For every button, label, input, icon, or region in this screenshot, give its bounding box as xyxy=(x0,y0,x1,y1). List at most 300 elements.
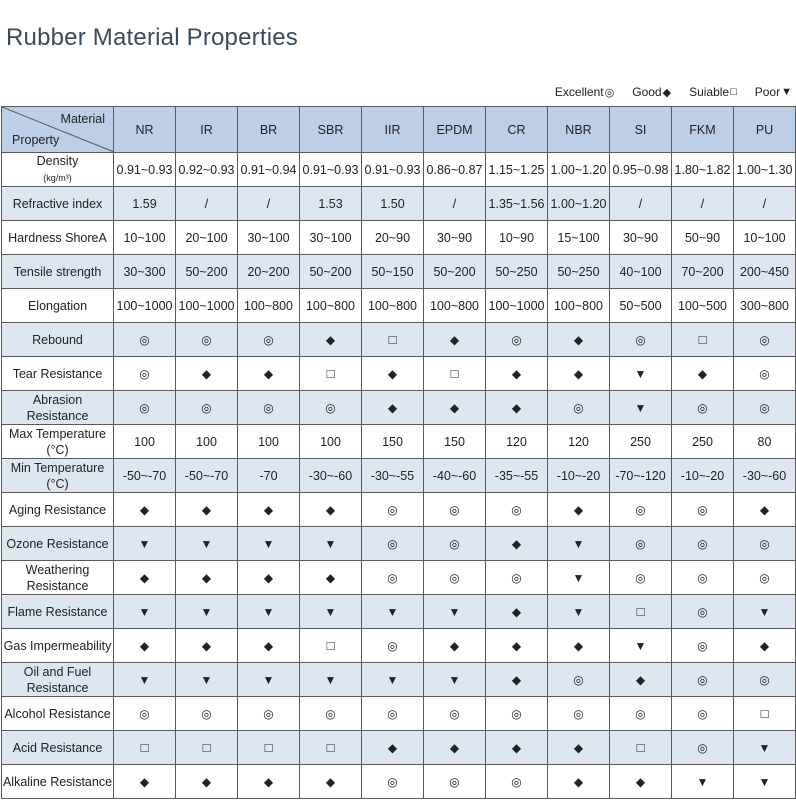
property-name: Min Temperature (°C) xyxy=(10,460,105,491)
poor-icon: ▼ xyxy=(200,672,213,687)
value-cell: 15~100 xyxy=(548,221,610,255)
value-cell: 50~200 xyxy=(176,255,238,289)
rating-cell xyxy=(362,697,424,731)
excellent-icon: ◎ xyxy=(201,706,212,721)
legend xyxy=(555,85,792,99)
rating-cell xyxy=(548,731,610,765)
value-cell: 0.91~0.93 xyxy=(362,153,424,187)
value-cell: -70~-120 xyxy=(610,459,672,493)
rating-cell xyxy=(114,765,176,799)
good-icon: ◆ xyxy=(201,638,212,653)
rating-cell xyxy=(734,493,796,527)
value-cell: -30~-60 xyxy=(300,459,362,493)
poor-icon: ▼ xyxy=(634,400,647,415)
value-cell: 1.00~1.20 xyxy=(548,153,610,187)
good-icon: ◆ xyxy=(139,570,150,585)
rating-cell xyxy=(548,629,610,663)
poor-icon: ▼ xyxy=(138,536,151,551)
poor-icon: ▼ xyxy=(781,86,792,98)
rating-cell xyxy=(486,561,548,595)
header-row xyxy=(2,107,796,153)
rating-cell xyxy=(300,697,362,731)
rating-cell xyxy=(114,697,176,731)
excellent-icon: ◎ xyxy=(697,536,708,551)
rating-cell xyxy=(548,765,610,799)
rating-cell xyxy=(176,561,238,595)
value-cell: 100 xyxy=(300,425,362,459)
excellent-icon: ◎ xyxy=(511,706,522,721)
legend-item-suitable xyxy=(689,85,737,99)
rating-cell xyxy=(548,323,610,357)
rating-cell xyxy=(424,731,486,765)
good-icon: ◆ xyxy=(325,570,336,585)
property-label xyxy=(2,153,114,187)
poor-icon: ▼ xyxy=(262,604,275,619)
value-cell: -70 xyxy=(238,459,300,493)
value-cell: 30~300 xyxy=(114,255,176,289)
good-icon: ◆ xyxy=(759,502,770,517)
property-name: Acid Resistance xyxy=(12,740,103,755)
rating-cell xyxy=(734,697,796,731)
value-cell: 30~100 xyxy=(238,221,300,255)
excellent-icon: ◎ xyxy=(759,400,770,415)
rating-cell xyxy=(176,391,238,425)
good-icon: ◆ xyxy=(573,774,584,789)
rating-cell xyxy=(176,595,238,629)
property-name: Ozone Resistance xyxy=(6,536,109,551)
property-label xyxy=(2,289,114,323)
rating-cell xyxy=(548,561,610,595)
rating-cell xyxy=(610,663,672,697)
rating-cell xyxy=(734,561,796,595)
value-cell: 30~90 xyxy=(424,221,486,255)
rating-cell xyxy=(362,561,424,595)
table-row xyxy=(2,357,796,391)
value-cell: 100 xyxy=(114,425,176,459)
value-cell: 150 xyxy=(362,425,424,459)
property-label xyxy=(2,357,114,391)
rating-cell xyxy=(176,527,238,561)
excellent-icon: ◎ xyxy=(387,638,398,653)
excellent-icon: ◎ xyxy=(449,706,460,721)
value-cell: 150 xyxy=(424,425,486,459)
rating-cell xyxy=(548,493,610,527)
rating-cell xyxy=(610,731,672,765)
table-row xyxy=(2,255,796,289)
value-cell: -30~-60 xyxy=(734,459,796,493)
excellent-icon: ◎ xyxy=(387,706,398,721)
excellent-icon: ◎ xyxy=(201,400,212,415)
value-cell: -10~-20 xyxy=(672,459,734,493)
rating-cell xyxy=(176,493,238,527)
good-icon: ◆ xyxy=(662,86,672,99)
rating-cell xyxy=(176,697,238,731)
excellent-icon: ◎ xyxy=(201,332,212,347)
value-cell: 1.15~1.25 xyxy=(486,153,548,187)
property-name: Refractive index xyxy=(12,196,103,211)
material-header-si: SI xyxy=(610,107,672,153)
rating-cell xyxy=(548,527,610,561)
rating-cell xyxy=(114,357,176,391)
property-label xyxy=(2,187,114,221)
value-cell: 50~200 xyxy=(300,255,362,289)
suitable-icon: □ xyxy=(140,739,149,755)
rating-cell xyxy=(300,561,362,595)
rating-cell xyxy=(238,357,300,391)
value-cell: 10~100 xyxy=(114,221,176,255)
property-label xyxy=(2,459,114,493)
legend-item-poor xyxy=(755,85,792,99)
suitable-icon: □ xyxy=(730,86,737,98)
rating-cell xyxy=(238,663,300,697)
value-cell: 100 xyxy=(238,425,300,459)
excellent-icon: ◎ xyxy=(697,706,708,721)
good-icon: ◆ xyxy=(201,570,212,585)
suitable-icon: □ xyxy=(698,331,707,347)
value-cell: 80 xyxy=(734,425,796,459)
legend-label: Poor xyxy=(754,85,781,99)
rating-cell xyxy=(610,357,672,391)
rating-cell xyxy=(486,357,548,391)
rating-cell xyxy=(486,731,548,765)
excellent-icon: ◎ xyxy=(635,570,646,585)
good-icon: ◆ xyxy=(449,740,460,755)
value-cell: 70~200 xyxy=(672,255,734,289)
suitable-icon: □ xyxy=(760,705,769,721)
good-icon: ◆ xyxy=(201,774,212,789)
rating-cell xyxy=(734,527,796,561)
poor-icon: ▼ xyxy=(324,604,337,619)
poor-icon: ▼ xyxy=(138,672,151,687)
poor-icon: ▼ xyxy=(386,672,399,687)
value-cell: 50~90 xyxy=(672,221,734,255)
suitable-icon: □ xyxy=(326,739,335,755)
value-cell: 120 xyxy=(486,425,548,459)
excellent-icon: ◎ xyxy=(511,332,522,347)
rating-cell xyxy=(114,527,176,561)
rating-cell xyxy=(424,391,486,425)
excellent-icon: ◎ xyxy=(697,604,708,619)
rating-cell xyxy=(610,561,672,595)
value-cell: 50~250 xyxy=(486,255,548,289)
good-icon: ◆ xyxy=(325,502,336,517)
value-cell: 1.80~1.82 xyxy=(672,153,734,187)
suitable-icon: □ xyxy=(450,365,459,381)
value-cell: 100 xyxy=(176,425,238,459)
rating-cell xyxy=(734,595,796,629)
rating-cell xyxy=(610,391,672,425)
good-icon: ◆ xyxy=(449,638,460,653)
value-cell: -10~-20 xyxy=(548,459,610,493)
excellent-icon: ◎ xyxy=(139,332,150,347)
excellent-icon: ◎ xyxy=(449,570,460,585)
poor-icon: ▼ xyxy=(386,604,399,619)
rating-cell xyxy=(672,323,734,357)
good-icon: ◆ xyxy=(449,332,460,347)
table-row xyxy=(2,187,796,221)
poor-icon: ▼ xyxy=(572,570,585,585)
excellent-icon: ◎ xyxy=(573,706,584,721)
property-name: Density xyxy=(36,154,79,168)
rating-cell xyxy=(300,663,362,697)
good-icon: ◆ xyxy=(511,740,522,755)
rating-cell xyxy=(672,493,734,527)
rating-cell xyxy=(362,493,424,527)
table-row xyxy=(2,493,796,527)
excellent-icon: ◎ xyxy=(511,570,522,585)
rating-cell xyxy=(672,731,734,765)
excellent-icon: ◎ xyxy=(697,400,708,415)
rating-cell xyxy=(114,731,176,765)
good-icon: ◆ xyxy=(387,400,398,415)
rating-cell xyxy=(672,561,734,595)
rating-cell xyxy=(672,697,734,731)
excellent-icon: ◎ xyxy=(511,774,522,789)
good-icon: ◆ xyxy=(263,570,274,585)
rating-cell xyxy=(300,323,362,357)
rating-cell xyxy=(486,765,548,799)
rating-cell xyxy=(610,697,672,731)
value-cell: 0.91~0.93 xyxy=(114,153,176,187)
good-icon: ◆ xyxy=(263,366,274,381)
excellent-icon: ◎ xyxy=(449,774,460,789)
value-cell: 10~100 xyxy=(734,221,796,255)
rating-cell xyxy=(114,561,176,595)
suitable-icon: □ xyxy=(202,739,211,755)
poor-icon: ▼ xyxy=(324,536,337,551)
material-header-cr: CR xyxy=(486,107,548,153)
value-cell: 100~800 xyxy=(548,289,610,323)
rating-cell xyxy=(114,595,176,629)
value-cell: 1.00~1.20 xyxy=(548,187,610,221)
rating-cell xyxy=(114,323,176,357)
property-label xyxy=(2,323,114,357)
poor-icon: ▼ xyxy=(634,366,647,381)
excellent-icon: ◎ xyxy=(387,502,398,517)
rating-cell xyxy=(610,765,672,799)
property-name: Max Temperature (°C) xyxy=(8,426,107,457)
property-label xyxy=(2,663,114,697)
corner-material-label: Material xyxy=(60,112,105,126)
value-cell: 50~250 xyxy=(548,255,610,289)
poor-icon: ▼ xyxy=(758,740,771,755)
good-icon: ◆ xyxy=(325,774,336,789)
rating-cell xyxy=(734,765,796,799)
property-name: Oil and Fuel Resistance xyxy=(23,664,92,695)
rating-cell xyxy=(238,391,300,425)
rating-cell xyxy=(238,493,300,527)
value-cell: / xyxy=(238,187,300,221)
property-name: Alcohol Resistance xyxy=(4,706,111,721)
excellent-icon: ◎ xyxy=(604,86,615,99)
poor-icon: ▼ xyxy=(262,536,275,551)
excellent-icon: ◎ xyxy=(449,502,460,517)
value-cell: -30~-55 xyxy=(362,459,424,493)
value-cell: 20~100 xyxy=(176,221,238,255)
value-cell: -50~-70 xyxy=(114,459,176,493)
table-row xyxy=(2,527,796,561)
value-cell: 1.50 xyxy=(362,187,424,221)
value-cell: 20~90 xyxy=(362,221,424,255)
value-cell: 30~90 xyxy=(610,221,672,255)
material-header-nr: NR xyxy=(114,107,176,153)
rating-cell xyxy=(362,527,424,561)
poor-icon: ▼ xyxy=(448,672,461,687)
table-row xyxy=(2,153,796,187)
rating-cell xyxy=(362,595,424,629)
rating-cell xyxy=(548,391,610,425)
property-name: Elongation xyxy=(27,298,88,313)
rating-cell xyxy=(672,357,734,391)
table-row xyxy=(2,561,796,595)
rating-cell xyxy=(548,663,610,697)
rating-cell xyxy=(486,391,548,425)
poor-icon: ▼ xyxy=(448,604,461,619)
suitable-icon: □ xyxy=(636,739,645,755)
poor-icon: ▼ xyxy=(262,672,275,687)
table-row xyxy=(2,391,796,425)
table-row xyxy=(2,323,796,357)
rating-cell xyxy=(362,663,424,697)
value-cell: / xyxy=(734,187,796,221)
rating-cell xyxy=(734,357,796,391)
property-label xyxy=(2,493,114,527)
rating-cell xyxy=(362,765,424,799)
value-cell: 50~200 xyxy=(424,255,486,289)
good-icon: ◆ xyxy=(573,638,584,653)
property-label xyxy=(2,425,114,459)
good-icon: ◆ xyxy=(573,740,584,755)
rating-cell xyxy=(486,323,548,357)
rating-cell xyxy=(486,527,548,561)
good-icon: ◆ xyxy=(635,672,646,687)
value-cell: 100~800 xyxy=(238,289,300,323)
material-header-br: BR xyxy=(238,107,300,153)
suitable-icon: □ xyxy=(388,331,397,347)
rating-cell xyxy=(238,561,300,595)
material-header-epdm: EPDM xyxy=(424,107,486,153)
good-icon: ◆ xyxy=(573,366,584,381)
property-name: Flame Resistance xyxy=(7,604,108,619)
poor-icon: ▼ xyxy=(200,604,213,619)
value-cell: / xyxy=(610,187,672,221)
excellent-icon: ◎ xyxy=(697,502,708,517)
rating-cell xyxy=(238,731,300,765)
good-icon: ◆ xyxy=(759,638,770,653)
poor-icon: ▼ xyxy=(200,536,213,551)
rating-cell xyxy=(176,663,238,697)
good-icon: ◆ xyxy=(511,366,522,381)
poor-icon: ▼ xyxy=(758,774,771,789)
property-name: Aging Resistance xyxy=(8,502,107,517)
table-row xyxy=(2,731,796,765)
rating-cell xyxy=(238,765,300,799)
rating-cell xyxy=(424,357,486,391)
value-cell: 0.92~0.93 xyxy=(176,153,238,187)
rating-cell xyxy=(610,323,672,357)
rating-cell xyxy=(362,357,424,391)
rating-cell xyxy=(486,629,548,663)
properties-table xyxy=(1,106,796,799)
poor-icon: ▼ xyxy=(138,604,151,619)
excellent-icon: ◎ xyxy=(573,400,584,415)
value-cell: 0.91~0.94 xyxy=(238,153,300,187)
rating-cell xyxy=(734,731,796,765)
property-name: Abrasion Resistance xyxy=(26,392,89,423)
rating-cell xyxy=(238,527,300,561)
suitable-icon: □ xyxy=(636,603,645,619)
good-icon: ◆ xyxy=(263,638,274,653)
rating-cell xyxy=(424,765,486,799)
good-icon: ◆ xyxy=(139,638,150,653)
rating-cell xyxy=(114,629,176,663)
property-label xyxy=(2,255,114,289)
excellent-icon: ◎ xyxy=(759,570,770,585)
rating-cell xyxy=(672,595,734,629)
good-icon: ◆ xyxy=(139,774,150,789)
value-cell: 100~1000 xyxy=(114,289,176,323)
property-unit: (kg/m³) xyxy=(43,173,72,183)
material-header-sbr: SBR xyxy=(300,107,362,153)
property-name: Gas Impermeability xyxy=(3,638,112,653)
legend-label: Good xyxy=(632,85,662,99)
rating-cell xyxy=(424,323,486,357)
good-icon: ◆ xyxy=(511,536,522,551)
legend-item-excellent xyxy=(555,85,614,99)
excellent-icon: ◎ xyxy=(325,706,336,721)
material-header-ir: IR xyxy=(176,107,238,153)
rating-cell xyxy=(548,697,610,731)
material-header-nbr: NBR xyxy=(548,107,610,153)
value-cell: 1.00~1.30 xyxy=(734,153,796,187)
rating-cell xyxy=(548,595,610,629)
table-row xyxy=(2,289,796,323)
excellent-icon: ◎ xyxy=(325,400,336,415)
table-row xyxy=(2,629,796,663)
rating-cell xyxy=(176,731,238,765)
excellent-icon: ◎ xyxy=(139,706,150,721)
rating-cell xyxy=(362,731,424,765)
rating-cell xyxy=(176,765,238,799)
value-cell: 300~800 xyxy=(734,289,796,323)
value-cell: 100~500 xyxy=(672,289,734,323)
excellent-icon: ◎ xyxy=(697,740,708,755)
excellent-icon: ◎ xyxy=(387,570,398,585)
excellent-icon: ◎ xyxy=(139,400,150,415)
good-icon: ◆ xyxy=(511,604,522,619)
property-label xyxy=(2,629,114,663)
rating-cell xyxy=(548,357,610,391)
rating-cell xyxy=(610,595,672,629)
value-cell: / xyxy=(672,187,734,221)
legend-label: Suiable xyxy=(689,85,730,99)
rating-cell xyxy=(176,629,238,663)
good-icon: ◆ xyxy=(511,638,522,653)
rating-cell xyxy=(734,391,796,425)
rating-cell xyxy=(238,697,300,731)
rating-cell xyxy=(672,391,734,425)
value-cell: 100~1000 xyxy=(486,289,548,323)
value-cell: 100~800 xyxy=(300,289,362,323)
value-cell: 200~450 xyxy=(734,255,796,289)
value-cell: 0.86~0.87 xyxy=(424,153,486,187)
property-label xyxy=(2,731,114,765)
poor-icon: ▼ xyxy=(324,672,337,687)
table-row xyxy=(2,221,796,255)
good-icon: ◆ xyxy=(325,332,336,347)
poor-icon: ▼ xyxy=(758,604,771,619)
rating-cell xyxy=(300,731,362,765)
